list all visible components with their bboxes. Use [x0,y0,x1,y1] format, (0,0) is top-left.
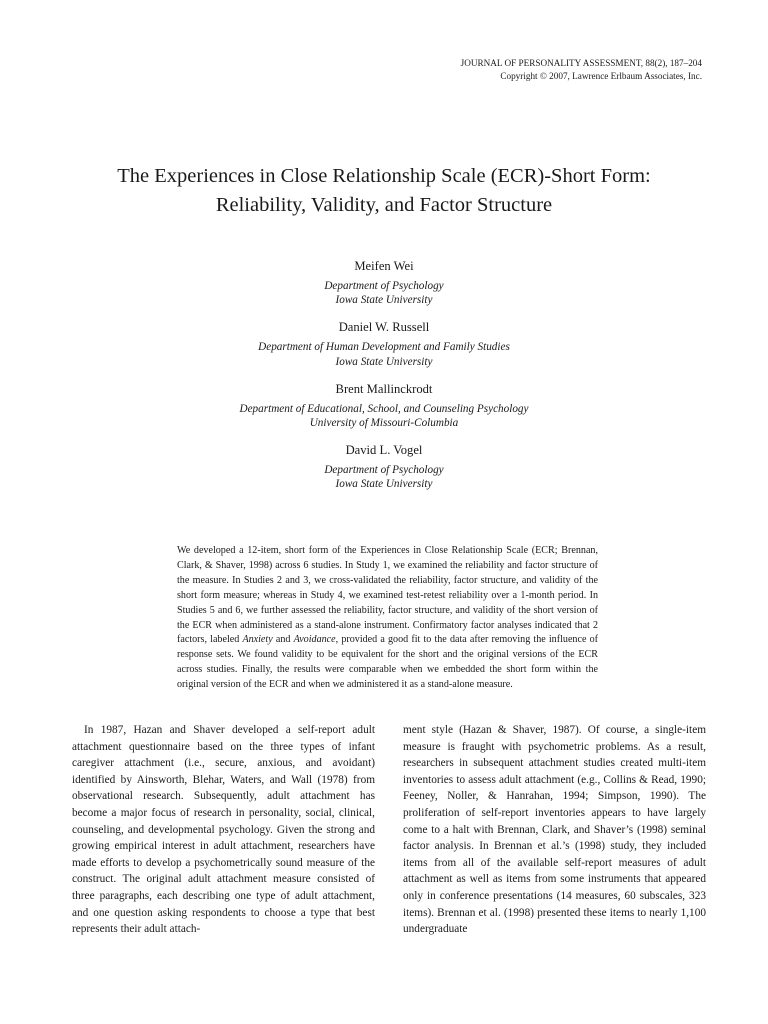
author-block [84,442,684,491]
body-column-left: In 1987, Hazan and Shaver developed a self-report adult attachment questionnaire based on the three types of infant caregiver attachment (i.e., secure, anxious, and avoidant) identified by Ainsworth, Blehar, Waters, and Wall (1978) from observational research. Subsequently, adult attachment has become a major focus of research in personality, social, clinical, counseling, and developmental psychology. Given the strong and growing empirical interest in adult attachment, researchers have made efforts to develop a psychometrically sound measure of the construct. The original adult attachment measure consisted of three paragraphs, each describing one type of adult attachment, and one question asking respondents to choose a type that best represents their adult attach- [72,724,375,936]
author-affiliation: Department of Educational, School, and Counseling Psychology [239,402,529,415]
paper-title: The Experiences in Close Relationship Scale (ECR)-Short Form: Reliability, Validity, and Factor Structure [117,165,651,216]
author-affiliation: Department of Human Development and Family Studies [258,341,510,354]
author-affiliation: Department of Psychology [324,280,444,292]
journal-citation: JOURNAL OF PERSONALITY ASSESSMENT, 88(2), 187–204 [460,58,702,68]
author-block [84,258,684,307]
author-institution: Iowa State University [335,478,433,491]
author-affiliation: Department of Psychology [324,464,444,477]
author-institution: University of Missouri-Columbia [309,417,459,430]
abstract-text: and [272,634,294,646]
journal-header [461,57,702,83]
abstract-term-anxiety: Anxiety [242,634,273,646]
abstract [177,544,598,693]
copyright-notice: Copyright © 2007, Lawrence Erlbaum Associates, Inc. [500,71,702,81]
author-institution: Iowa State University [335,294,433,307]
author-block [84,319,684,368]
author-block [84,381,684,430]
body-text [72,722,706,938]
abstract-term-avoidance: Avoidance [293,634,336,646]
abstract-text: We developed a 12-item, short form of the Experiences in Close Relationship Scale (ECR; Brennan, Clark, & Shaver, 1998) across 6 studies. In Study 1, we examined the reliability and factor structure of the measure. In Studies 2 and 3, we cross-validated the reliability, factor structure, and validity of the short form measure; whereas in Study 4, we examined test-retest reliability over a 1-month period. In Studies 5 and 6, we further assessed the reliability, factor structure, and validity of the short version of the ECR when administered as a stand-alone instrument. Confirmatory factor analyses indicated that 2 factors, labeled [177,545,598,646]
body-column-right: ment style (Hazan & Shaver, 1987). Of course, a single-item measure is fraught with psychometric problems. As a result, researchers in subsequent attachment studies created multi-item inventories to assess adult attachment (e.g., Collins & Read, 1990; Feeney, Noller, & Hanrahan, 1994; Simpson, 1990). The proliferation of self-report inventories appears to have largely come to a halt with Brennan, Clark, and Shaver’s (1998) seminal factor analysis. In Brennan et al.’s (1998) study, they included items from all of the available self-report measures of adult attachment as well as items from some instruments that appeared only in conference presentations (14 measures, 60 subscales, 323 items). Brennan et al. (1998) presented these items to nearly 1,100 undergraduate [403,724,706,936]
author-institution: Iowa State University [335,355,433,368]
abstract-text: , provided a good fit to the data after removing the influence of response sets. We found validity to be equivalent for the short and the original versions of the ECR across studies. Finally, the results were comparable when we embedded the short form within the original version of the ECR and when we administered it as a stand-alone measure. [177,634,598,691]
author-name: Daniel W. Russell [338,320,430,335]
author-name: Brent Mallinckrodt [335,381,433,396]
author-name: Meifen Wei [354,259,414,273]
author-name: David L. Vogel [345,443,423,458]
author-list [84,258,684,504]
